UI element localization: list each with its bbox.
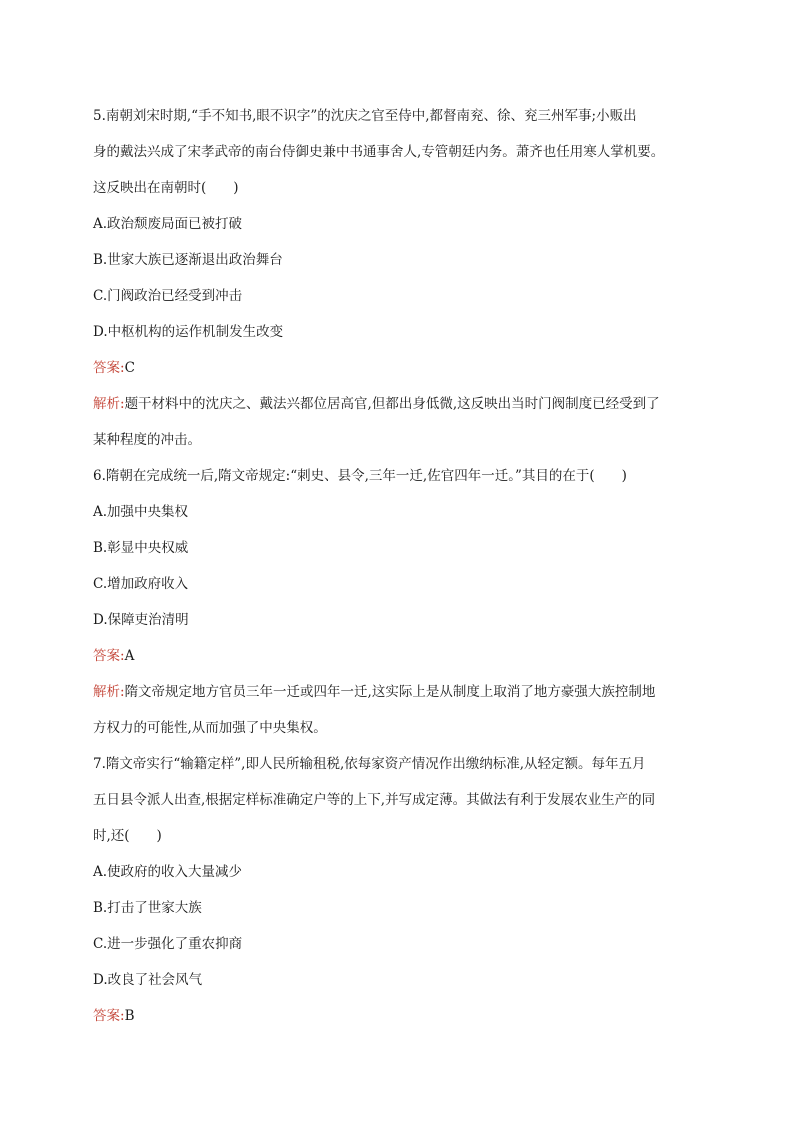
question-6 bbox=[93, 458, 713, 746]
analysis-line bbox=[93, 674, 713, 710]
document-page bbox=[93, 98, 713, 1034]
answer-label: 答案: bbox=[93, 1008, 125, 1024]
option-a: A.使政府的收入大量减少 bbox=[93, 864, 243, 880]
question-stem-line: 这反映出在南朝时( ) bbox=[93, 180, 239, 196]
question-5 bbox=[93, 98, 713, 458]
question-stem-line: 5.南朝刘宋时期,“手不知书,眼不识字”的沈庆之官至侍中,都督南兖、徐、兖三州军事;小贩出 bbox=[93, 108, 637, 124]
analysis-label: 解析: bbox=[93, 684, 125, 700]
answer-label: 答案: bbox=[93, 360, 125, 376]
analysis-text-line: 方权力的可能性,从而加强了中央集权。 bbox=[93, 720, 327, 736]
question-stem-line: 6.隋朝在完成统一后,隋文帝规定:“刺史、县令,三年一迁,佐官四年一迁。”其目的在于( ) bbox=[93, 468, 627, 484]
answer-value: A bbox=[124, 648, 135, 664]
option-b: B.世家大族已逐渐退出政治舞台 bbox=[93, 252, 283, 268]
answer-value: B bbox=[124, 1008, 135, 1024]
question-stem-line: 时,还( ) bbox=[93, 828, 162, 844]
question-stem-line: 身的戴法兴成了宋孝武帝的南台侍御史兼中书通事舍人,专管朝廷内务。萧齐也任用寒人掌机要。 bbox=[93, 144, 665, 160]
option-c: C.门阀政治已经受到冲击 bbox=[93, 288, 243, 304]
question-stem-line: 7.隋文帝实行“输籍定样”,即人民所输租税,依每家资产情况作出缴纳标准,从轻定额。每年五月 bbox=[93, 756, 646, 772]
answer-label: 答案: bbox=[93, 648, 125, 664]
answer-line bbox=[93, 350, 713, 386]
option-b: B.彰显中央权威 bbox=[93, 540, 189, 556]
option-d: D.中枢机构的运作机制发生改变 bbox=[93, 324, 284, 340]
option-d: D.保障吏治清明 bbox=[93, 612, 189, 628]
analysis-text: 题干材料中的沈庆之、戴法兴都位居高官,但都出身低微,这反映出当时门阀制度已经受到了 bbox=[124, 396, 660, 412]
option-c: C.增加政府收入 bbox=[93, 576, 189, 592]
option-a: A.政治颓废局面已被打破 bbox=[93, 216, 243, 232]
answer-line bbox=[93, 998, 713, 1034]
option-d: D.改良了社会风气 bbox=[93, 972, 203, 988]
option-c: C.进一步强化了重农抑商 bbox=[93, 936, 243, 952]
analysis-text: 隋文帝规定地方官员三年一迁或四年一迁,这实际上是从制度上取消了地方豪强大族控制地 bbox=[124, 684, 656, 700]
option-b: B.打击了世家大族 bbox=[93, 900, 202, 916]
answer-value: C bbox=[124, 360, 135, 376]
answer-line bbox=[93, 638, 713, 674]
question-stem-line: 五日县令派人出查,根据定样标准确定户等的上下,并写成定薄。其做法有利于发展农业生产的同 bbox=[93, 792, 656, 808]
option-a: A.加强中央集权 bbox=[93, 504, 189, 520]
analysis-line bbox=[93, 386, 713, 422]
analysis-text-line: 某种程度的冲击。 bbox=[93, 432, 201, 448]
analysis-label: 解析: bbox=[93, 396, 125, 412]
question-7 bbox=[93, 746, 713, 1034]
